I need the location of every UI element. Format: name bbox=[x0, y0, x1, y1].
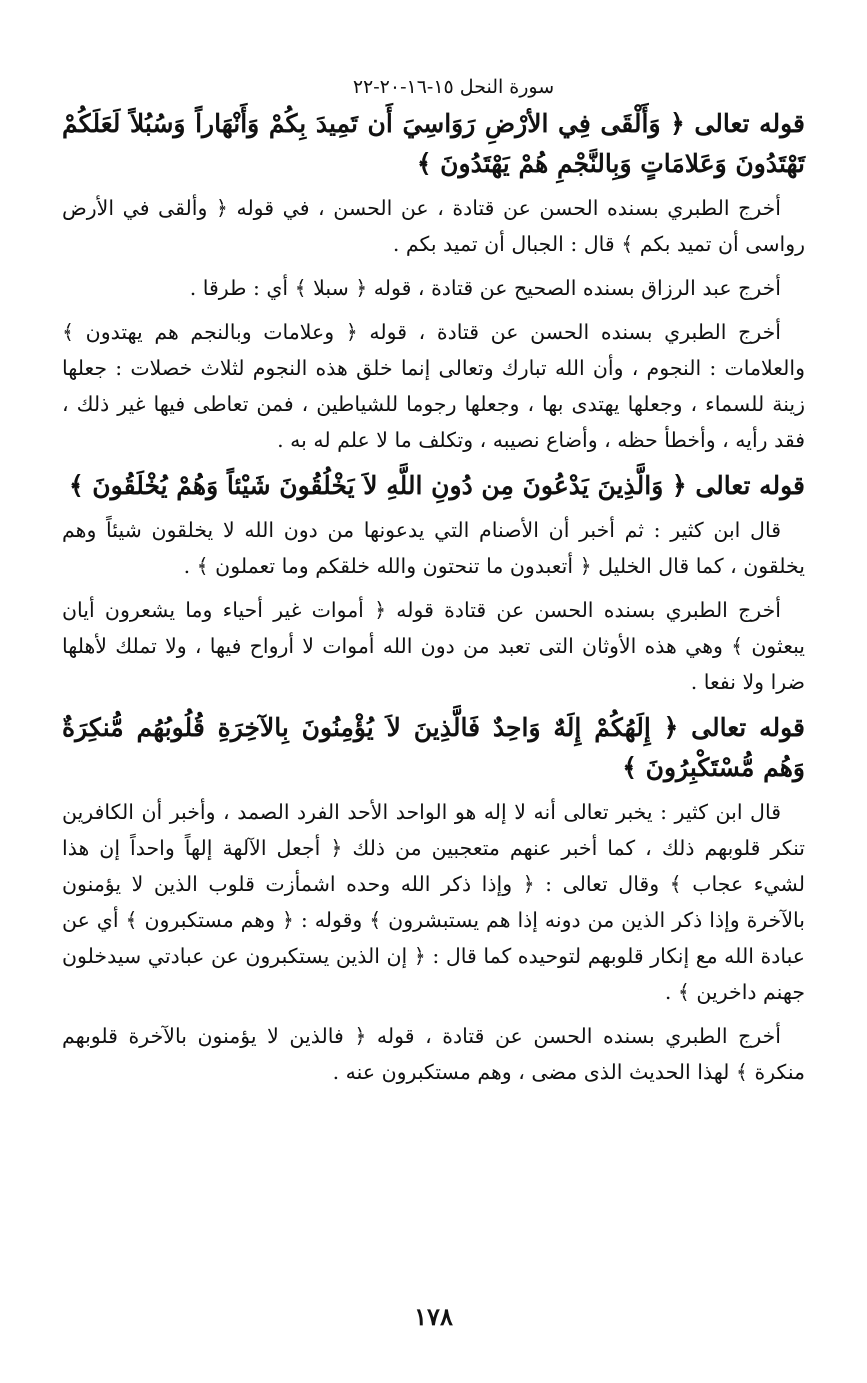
commentary-paragraph: أخرج الطبري بسنده الحسن عن قتادة ، عن الحسن ، في قوله ﴿ وألقى في الأرض رواسى أن تميد بكم ﴾ قال : الجبال أن تميد بكم . bbox=[62, 196, 805, 256]
commentary-paragraph: أخرج الطبري بسنده الحسن عن قتادة قوله ﴿ أموات غير أحياء وما يشعرون أيان يبعثون ﴾ وهي هذه الأوثان التى تعبد من دون الله أموات لا أرواح فيها ، ولا تملك لأهلها ضرا ولا نفعا . bbox=[62, 598, 805, 694]
commentary-paragraph: قال ابن كثير : ثم أخبر أن الأصنام التي يدعونها من دون الله لا يخلقون شيئاً وهم يخلقون ، كما قال الخليل ﴿ أتعبدون ما تنحتون والله خلقكم وما تعملون ﴾ . bbox=[62, 518, 805, 578]
commentary-paragraph: أخرج الطبري بسنده الحسن عن قتادة ، قوله ﴿ وعلامات وبالنجم هم يهتدون ﴾ والعلامات : النجوم ، وأن الله تبارك وتعالى إنما خلق هذه النجوم لثلاث خصلات : جعلها زينة للسماء ، وجعلها يهتدى بها ، وجعلها رجوما للشياطين ، فمن تعاطى فيها غير ذلك ، فقد رأيه ، وأخطأ حظه ، وأضاع نصيبه ، وتكلف ما لا علم له به . bbox=[62, 320, 805, 452]
commentary-paragraph: قال ابن كثير : يخبر تعالى أنه لا إله هو الواحد الأحد الفرد الصمد ، وأخبر أن الكافرين تنكر قلوبهم ذلك ، كما أخبر عنهم متعجبين من ذلك ﴿ أجعل الآلهة إلهاً واحداً إن هذا لشيء عجاب ﴾ وقال تعالى : ﴿ وإذا ذكر الله وحده اشمأزت قلوب الذين لا يؤمنون بالآخرة وإذا ذكر الذين من دونه إذا هم يستبشرون ﴾ وقوله : ﴿ وهم مستكبرون ﴾ أي عن عبادة الله مع إنكار قلوبهم لتوحيده كما قال : ﴿ إن الذين يستكبرون عن عبادتي سيدخلون جهنم داخرين ﴾ . bbox=[62, 800, 805, 1004]
verse-heading-2: قوله تعالى ﴿ وَالَّذِينَ يَدْعُونَ مِن دُونِ اللَّهِ لاَ يَخْلُقُونَ شَيْئاً وَهُمْ يُخْلَقُونَ ﴾ bbox=[68, 471, 805, 500]
commentary-paragraph: أخرج عبد الرزاق بسنده الصحيح عن قتادة ، قوله ﴿ سبلا ﴾ أي : طرقا . bbox=[189, 276, 781, 300]
book-page bbox=[62, 74, 805, 1343]
verse-heading-3: قوله تعالى ﴿ إِلَهُكُمْ إِلَهٌ وَاحِدٌ فَالَّذِينَ لاَ يُؤْمِنُونَ بِالآخِرَةِ قُلُوبُهُم مُّنكِرَةٌ وَهُم مُّسْتَكْبِرُونَ ﴾ bbox=[62, 713, 805, 782]
verse-heading-1: قوله تعالى ﴿ وَأَلْقَى فِي الأرْضِ رَوَاسِيَ أَن تَمِيدَ بِكُمْ وَأَنْهَاراً وَسُبُلاً لَعَلَكُمْ تَهْتَدُونَ وَعَلامَاتٍ وَبِالنَّجْمِ هُمْ يَهْتَدُونَ ﴾ bbox=[62, 109, 805, 178]
page-number: ١٧٨ bbox=[414, 1302, 453, 1331]
running-head: سورة النحل ١٥-١٦-٢٠-٢٢ bbox=[352, 76, 555, 98]
commentary-paragraph: أخرج الطبري بسنده الحسن عن قتادة ، قوله ﴿ فالذين لا يؤمنون بالآخرة قلوبهم منكرة ﴾ لهذا الحديث الذى مضى ، وهم مستكبرون عنه . bbox=[62, 1024, 805, 1084]
